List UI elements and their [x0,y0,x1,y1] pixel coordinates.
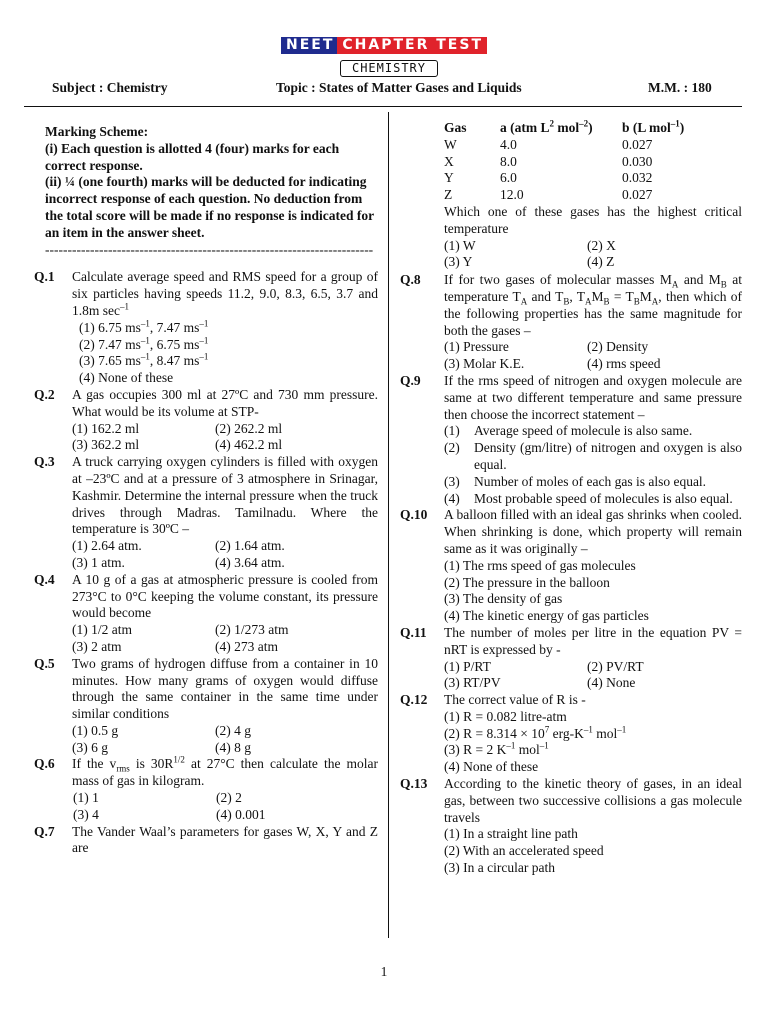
option-1[interactable]: (1) 2.64 atm. [72,538,142,554]
option-1[interactable]: (1) In a straight line path [444,826,578,842]
option-4[interactable]: (4) 3.64 atm. [215,554,285,570]
option-4[interactable]: (4) rms speed [587,356,661,372]
option-3[interactable]: (3) 362.2 ml [72,437,140,453]
question-8 [400,272,742,373]
table-row: X 8.0 0.030 [444,153,653,169]
question-text: According to the kinetic theory of gases, in an ideal gas, between two successive collisions a gas molecule travels [444,776,742,825]
question-number: Q.7 [34,823,55,839]
option-2[interactable]: (2) 7.47 $ms^{-1}$, 6.75 $ms^{-1}$ [79,335,209,352]
question-number: Q.13 [400,776,428,792]
option-4[interactable]: (4) The kinetic energy of gas particles [444,608,649,624]
question-11 [400,625,742,692]
option-2[interactable]: (2) PV/RT [587,658,644,674]
option-4[interactable]: (4) 462.2 ml [215,437,283,453]
question-text: A gas occupies 300 ml at 27ºC and 730 mm pressure. What would be its volume at STP- [72,386,378,419]
option-4[interactable]: (4) None of these [79,370,174,386]
question-text: The Vander Waal’s parameters for gases W, X, Y and Z are [72,823,378,856]
max-marks-label: M.M. : 180 [648,80,712,95]
table-header: Gas a (atm $L^2$ mol$^{-2}$) b (L mol$^{-1}$) [444,118,685,135]
option-3[interactable]: (3) In a circular path [444,860,555,876]
option-2[interactable]: (2) Density (gm/litre) of nitrogen and oxygen is also equal. [444,440,742,472]
brand-chapter-test: CHAPTER TEST [337,37,487,54]
option-4[interactable]: (4) None of these [444,759,539,775]
question-number: Q.8 [400,272,421,288]
question-number: Q.2 [34,386,55,402]
question-4 [34,572,378,656]
question-number: Q.4 [34,571,55,587]
question-number: Q.1 [34,269,55,285]
option-1[interactable]: (1) R = 0.082 litre-atm [444,708,567,724]
option-1[interactable]: (1) The rms speed of gas molecules [444,557,636,573]
right-column [400,120,742,877]
question-9 [400,373,742,507]
option-1[interactable]: (1) 1/2 atm [72,622,132,638]
question-text: Calculate average speed and RMS speed for a group of six particles having speeds 11.2, 9.0, 8.3, 6.5, 3.7 and 1.8m $\sec^{-1}$ [72,269,378,318]
option-4[interactable]: (4) 0.001 [216,806,266,822]
option-1[interactable]: (1) 162.2 ml [72,420,140,436]
option-2[interactable]: (2) 4 g [215,722,251,738]
question-5 [34,656,378,757]
question-6 [34,756,378,823]
option-2[interactable]: (2) With an accelerated speed [444,843,604,859]
option-4[interactable]: (4) None [587,675,636,691]
question-13 [400,776,742,877]
question-text: A 10 g of a gas at atmospheric pressure is cooled from 273°C to 0°C keeping the volume constant, its pressure would become [72,571,378,621]
page-number: 1 [380,964,388,979]
question-text: Two grams of hydrogen diffuse from a container in 10 minutes. How many grams of oxygen would diffuse through the same container in the same time under similar conditions [72,655,378,722]
option-3[interactable]: (3) Number of moles of each gas is also equal. [444,473,707,489]
question-text: If for two gases of molecular masses $M_A$ and $M_B$ at temperature $T_A$ and $T_B$, $T_AM_B = T_BM_A$, then which of the following properties has the same magnitude for both the gases – [444,272,743,338]
topic-label: Topic : States of Matter Gases and Liquids [276,80,522,95]
option-3[interactable]: (3) 6 g [72,739,108,755]
option-3[interactable]: (3) 1 atm. [72,554,125,570]
question-number: Q.5 [34,655,55,671]
table-row: Y 6.0 0.032 [444,170,653,186]
header-divider [24,106,742,107]
option-1[interactable]: (1) W [444,237,476,253]
subject-label: Subject : Chemistry [52,80,168,95]
option-2[interactable]: (2) 1/273 atm [215,622,289,638]
question-number: Q.6 [34,756,55,772]
marking-scheme [34,124,378,242]
question-number: Q.11 [400,624,427,640]
option-1[interactable]: (1) Average speed of molecule is also same. [444,423,693,439]
option-2[interactable]: (2) $R = 8.314 \times 10^7$ erg-$K^{-1}$ mol$^{-1}$ [444,724,627,741]
option-4[interactable]: (4) 273 atm [215,638,278,654]
brand-banner [0,36,768,54]
option-1[interactable]: (1) 6.75 $ms^{-1}$, 7.47 $ms^{-1}$ [79,318,209,335]
option-4[interactable]: (4) Z [587,254,615,270]
question-10 [400,507,742,625]
question-text: The number of moles per litre in the equation PV = nRT is expressed by - [444,624,742,657]
table-row: Z 12.0 0.027 [444,187,653,203]
option-3[interactable]: (3) 2 atm [72,638,122,654]
question-number: Q.3 [34,454,55,470]
option-3[interactable]: (3) Y [444,254,473,270]
option-3[interactable]: (3) RT/PV [444,675,501,691]
brand-neet: NEET [281,37,337,54]
question-12 [400,692,742,776]
question-text: The correct value of R is - [444,692,586,708]
option-3[interactable]: (3) 4 [73,806,99,822]
dashed-separator: ------------------------------------------------------------------------- [45,241,374,257]
neet-chapter-test-logo [281,37,487,54]
option-4[interactable]: (4) 8 g [215,739,251,755]
subject-box: CHEMISTRY [340,60,438,77]
question-2 [34,387,378,454]
option-3[interactable]: (3) 7.65 $ms^{-1}$, 8.47 $ms^{-1}$ [79,351,209,369]
question-7-continued [400,204,742,271]
question-text: Which one of these gases has the highest critical temperature [444,203,742,236]
option-1[interactable]: (1) 1 [73,790,99,806]
question-1 [34,269,378,387]
option-1[interactable]: (1) 0.5 g [72,722,119,738]
question-text: A truck carrying oxygen cylinders is filled with oxygen at –23ºC and at a pressure of 3 atmosphere in Srinagar, Kashmir. Determine the internal pressure when the truck drives through Madras. Tamilnadu. Where the temperature is 30ºC – [72,454,378,537]
question-7 [34,824,378,858]
column-divider [388,112,389,938]
question-text: If the rms speed of nitrogen and oxygen molecule are same at two different temperature and same pressure then choose the incorrect statement – [444,372,742,422]
question-number: Q.10 [400,507,428,523]
left-column [34,124,378,857]
question-text: A balloon filled with an ideal gas shrinks when cooled. When shrinking is done, which property will remain same as it was originally – [444,507,742,556]
option-2[interactable]: (2) 262.2 ml [215,420,283,436]
option-2[interactable]: (2) Density [587,339,649,355]
option-2[interactable]: (2) 2 [216,790,242,806]
option-1[interactable]: (1) P/RT [444,658,491,674]
marking-scheme-rule-1: (i) Each question is allotted 4 (four) marks for each correct response. [45,140,340,173]
option-3[interactable]: (3) Molar K.E. [444,356,525,372]
option-1[interactable]: (1) Pressure [444,339,509,355]
marking-scheme-title: Marking Scheme: [45,124,149,139]
option-4[interactable]: (4) Most probable speed of molecules is also equal. [444,490,733,506]
option-3[interactable]: (3) The density of gas [444,591,563,607]
option-3[interactable]: (3) R = 2 $K^{-1}$ mol$^{-1}$ [444,740,549,758]
table-row: W 4.0 0.027 [444,136,653,152]
vander-waal-table [400,120,742,204]
question-number: Q.9 [400,372,421,388]
marking-scheme-rule-2: (ii) ¼ (one fourth) marks will be deducted for indicating incorrect response of each question. No deduction from the total score will be made if no response is indicated for an item in the answer sheet. [45,174,374,240]
question-number: Q.12 [400,692,428,708]
question-3 [34,454,378,572]
question-text: If the $v_{rms}$ is $30R^{1/2}$ at 27°C then calculate the molar mass of gas in kilogram. [72,754,378,789]
option-2[interactable]: (2) 1.64 atm. [215,538,285,554]
option-2[interactable]: (2) X [587,237,616,253]
option-2[interactable]: (2) The pressure in the balloon [444,574,610,590]
